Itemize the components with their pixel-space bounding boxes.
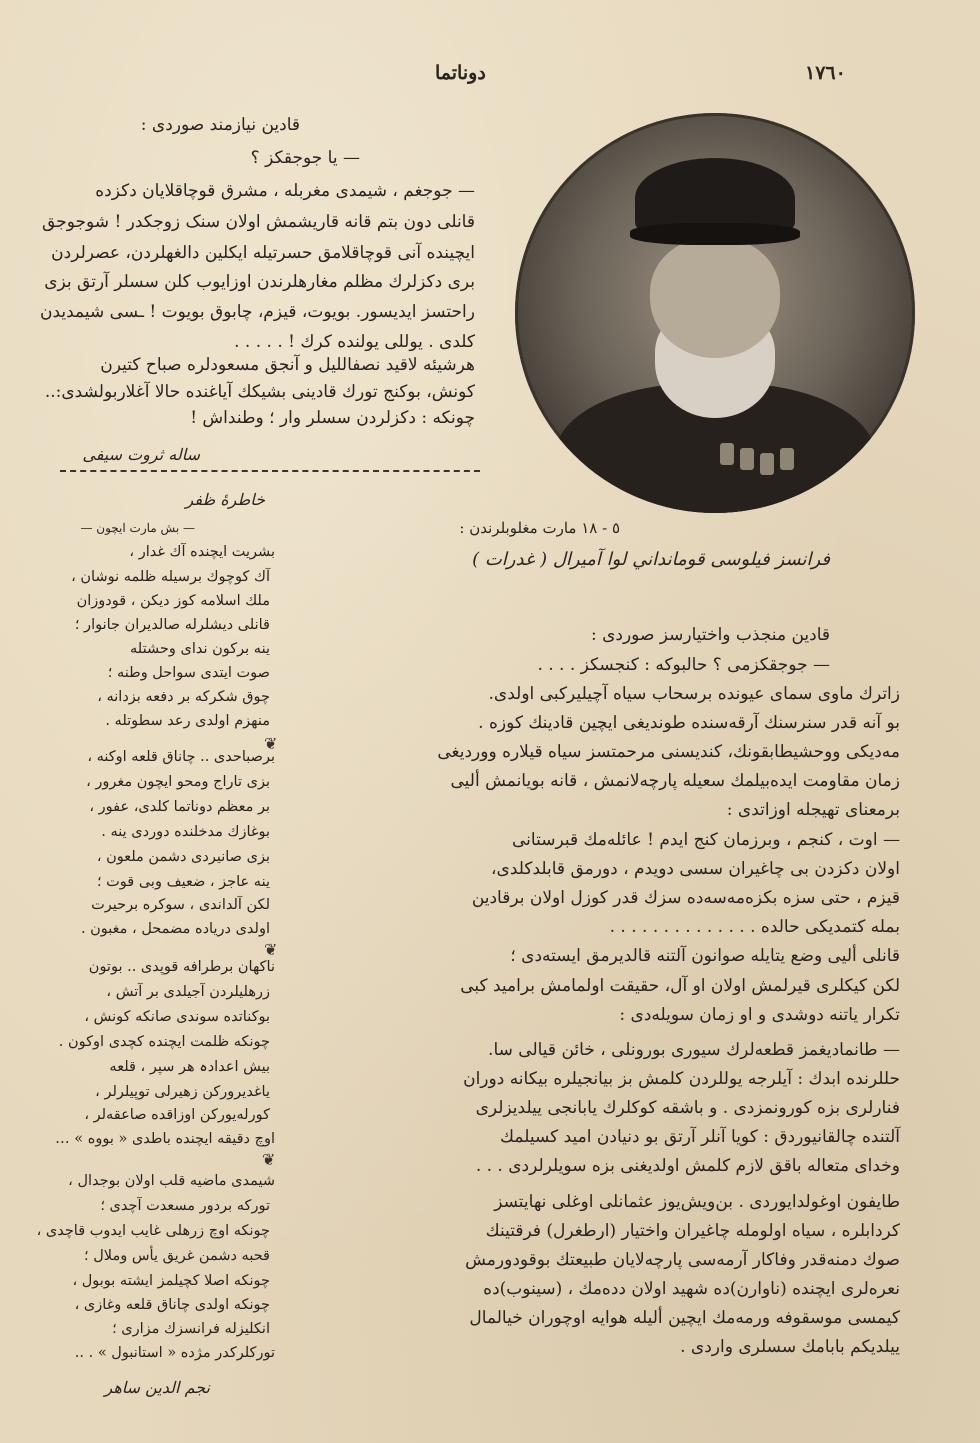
poem-line: بر معظم دوناتما کلدی، عفور ، bbox=[89, 799, 270, 815]
section-divider bbox=[60, 470, 480, 472]
poem-line: قانلی دیشلرله صالدیران جانوار ؛ bbox=[74, 617, 270, 633]
page-number: ١٧٦٠ bbox=[805, 62, 846, 84]
story2-line: قادین منجذب واختیارسز صوردی : bbox=[590, 625, 830, 645]
story2-line: آلتنده چالقانیوردق : کویا آنلر آرتق بو دنیادن امید کسیلمك bbox=[500, 1127, 900, 1147]
story2-line: قانلی ألیی وضع یتایله صوانون آلتنه قالدیرمق ایستەدی ؛ bbox=[510, 946, 900, 966]
poem-line: آك کوچوك برسیله ظلمه نوشان ، bbox=[71, 569, 270, 585]
story1-line: راحتسز ایدیسور. بویوت، قیزم، چابوق بویوت ! ـسی شیمدیدن bbox=[39, 302, 475, 322]
story1-line: کونش، بوکنج تورك قادینی بشیكك آیاغنده حالا آغلاربولشدی:.. bbox=[44, 382, 475, 402]
medal-icon bbox=[740, 448, 754, 470]
poem-line: کورلەیوركن اوزاقده صاعقەلر ، bbox=[84, 1107, 270, 1123]
story2-line: کیمسی موسقوفه ورمەمك ایچین ألیله هوایه اوچوران خیالمال bbox=[469, 1308, 900, 1328]
story2-line: طایفون اوغولدایوردی . بن‌ویش‌یوز عثمانلی اوغلی نهایتسز bbox=[494, 1192, 900, 1212]
poem-line: بوکناتده سوندی صانکه کونش ، bbox=[84, 1009, 270, 1025]
poem-line: بزی صانیردی دشمن ملعون ، bbox=[96, 849, 270, 865]
poem-line: ینه عاجز ، ضعیف وبی قوت ؛ bbox=[96, 874, 270, 890]
story2-line: — طانمادیغمز قطعەلرك سیوری بورونلی ، خائن قیالی سا. bbox=[488, 1040, 900, 1060]
story2-line: — جوجقکزمی ؟ حالبوکه : کنجسکز . . . . bbox=[537, 655, 830, 675]
magazine-name: دوناتما bbox=[435, 62, 486, 84]
poem-line: چونکه اصلا کچیلمز ایشته بوبول ، bbox=[72, 1273, 270, 1289]
poem-line: اوچ دقیقه ایچنده باطدی « بووه » … bbox=[55, 1131, 275, 1147]
poem-subtitle: — بش مارت ایچون — bbox=[80, 521, 195, 535]
poem-line: ملك اسلامه کوز دیکن ، قودوزان bbox=[76, 593, 270, 609]
poem-line: ینه برکون ندای وحشتله bbox=[130, 641, 270, 657]
medal-icon bbox=[720, 443, 734, 465]
story2-line: زمان مقاومت ایدەبیلمك سعیله پارچەلانمش ، قانه بویانمش ألیی bbox=[450, 771, 900, 791]
story2-line: بمله کتمدیکی حالده . . . . . . . . . . . . . . bbox=[609, 917, 900, 937]
story2-line: نعرەلری ایچنده (ناوارن)ده شهید اولان ددەمك ، (سینوب)ده bbox=[483, 1279, 900, 1299]
poem-line: چونکه اوچ زرهلی غایب ایدوب قاچدی ، bbox=[36, 1223, 270, 1239]
story1-line: قادين نیازمند صوردی : bbox=[140, 115, 300, 135]
photo-caption-line1: ٥ - ١٨ مارت مغلوبلرندن : bbox=[459, 519, 620, 537]
poem-line: اولدی دریاده مضمحل ، مغبون . bbox=[80, 921, 270, 937]
story2-line: حللرنده ابدك : آیلرجه یوللردن کلمش بز بیانجیلره بیکانه دوران bbox=[463, 1069, 900, 1089]
poem-line: لکن آلداندی ، سوکره برحیرت bbox=[91, 897, 270, 913]
story1-line: قانلی دون بتم قانه قاریشمش اولان سنک زوجکدر ! شوجوجق bbox=[42, 212, 475, 232]
poem-line: زرهلیلردن آجیلدی بر آتش ، bbox=[106, 984, 270, 1000]
poem-signature: نجم الدین ساهر bbox=[104, 1378, 210, 1397]
story2-line: اولان دکزدن بی چاغیران سسی دویدم ، دورمق قابلدکلدی، bbox=[491, 859, 900, 879]
story2-line: وخدای متعاله باقق لازم کلمش اولدیغنی بزه سویلرلردی . . . bbox=[475, 1156, 900, 1176]
poem-line: بزی تاراج ومحو ایچون مغرور ، bbox=[86, 774, 270, 790]
poem-line: چوق شکرکه بر دفعه بزدانه ، bbox=[97, 689, 270, 705]
story2-line: زاترك ماوی سمای عیونده برسحاب سیاه آچیلیرکبی اولدی. bbox=[488, 684, 900, 704]
story2-line: بو آنه قدر سنرسنك آرقەسنده طوندیغی ایچین قادینك کوزه . bbox=[478, 713, 900, 733]
poem-line: صوت ایتدی سواحل وطنه ؛ bbox=[107, 665, 270, 681]
story2-line: مەدیکی ووحشیطابقونك، کندیسنی مرحمتسز سیاه قیلاره ووردیغی bbox=[437, 742, 900, 762]
story1-line: بری دکزلرك مظلم مغارهلرندن اوزایوب کلن سسلر آرتق بزی bbox=[44, 272, 475, 292]
story1-line: کلدی . یوللی یولنده کرك ! . . . . . bbox=[234, 332, 475, 352]
story2-line: فنارلری بزه کورونمزدی . و باشقه کوکلرك یابانجی ییلدیزلری bbox=[475, 1098, 900, 1118]
poem-line: چونکه اولدی چاناق قلعه وغازی ، bbox=[74, 1297, 270, 1313]
poem-line: بشریت ایچنده آك غدار ، bbox=[129, 544, 275, 560]
story1-line: چونکه : دکزلردن سسلر وار ؛ وطنداش ! bbox=[190, 408, 475, 428]
story2-line: صوك دمنەقدر وفاکار آرمەسی پارچەلایان طبیعتك بوقودورمش bbox=[465, 1250, 900, 1270]
story2-line: برمعنای تهیجله اوزاتدی : bbox=[726, 800, 900, 820]
poem-line: تورکلرکدر مژده « استانبول » . .. bbox=[74, 1345, 275, 1361]
ornament-icon: ❦ bbox=[264, 940, 278, 959]
poem-line: قحبه دشمن غریق یأس وملال ؛ bbox=[84, 1248, 270, 1264]
medal-icon bbox=[780, 448, 794, 470]
portrait-photo bbox=[515, 113, 915, 513]
poem-title: خاطرهٔ ظفر bbox=[185, 490, 265, 509]
story1-signature: ساله ثروت سیفی bbox=[82, 445, 200, 464]
poem-line: ناکهان برطرافه قوپدی .. بوتون bbox=[88, 959, 275, 975]
story2-line: ییلدیکم بابامك سسلری واردی . bbox=[680, 1337, 900, 1357]
poem-line: بوغازك مدخلنده دوردی ینه . bbox=[101, 824, 270, 840]
ornament-icon: ❦ bbox=[262, 1150, 276, 1169]
photo-caption-line2: فرانسز فیلوسی قومانداني لوا آمیرال ( غدرات ) bbox=[472, 549, 830, 570]
story2-line: — اوت ، کنجم ، وبرزمان کنج ایدم ! عائلەمك قبرستانی bbox=[511, 830, 900, 850]
cap-visor bbox=[630, 223, 800, 245]
poem-line: انکلیزله فرانسزك مزاری ؛ bbox=[112, 1321, 270, 1337]
story1-line: هرشیئه لاقید نصفاللیل و آنجق مسعودلره صباح کتیرن bbox=[100, 355, 475, 375]
poem-line: چونکه ظلمت ایچنده کچدی اوکون . bbox=[58, 1034, 270, 1050]
story2-line: کردابلره ، سیاه اولومله چاغیران واختیار (ارطغرل) فرقتینك bbox=[485, 1221, 900, 1241]
story1-line: — جوجغم ، شیمدی مغربله ، مشرق قوچاقلایان دکزده bbox=[95, 181, 475, 201]
poem-line: بیش اعدادہ هر سپر ، قلعه bbox=[109, 1059, 270, 1075]
ornament-icon: ❦ bbox=[264, 734, 278, 753]
medal-icon bbox=[760, 453, 774, 475]
poem-line: منهزم اولدی رعد سطوتله . bbox=[105, 713, 270, 729]
poem-line: یاغدیروركن زهیرلی توپیلرلر ، bbox=[95, 1084, 270, 1100]
story2-line: تکرار یاتنه دوشدی و او زمان سویلەدی : bbox=[619, 1005, 900, 1025]
poem-line: برصباحدی .. چاناق قلعه اوکنه ، bbox=[87, 749, 275, 765]
face-shape bbox=[650, 238, 780, 358]
story1-line: — یا جوجقکز ؟ bbox=[250, 148, 360, 168]
story2-line: لکن کیکلری قیرلمش اولان او آل، حقیقت اولمامش برامید کبی bbox=[460, 976, 900, 996]
poem-line: تورکه بردور مسعدت آچدی ؛ bbox=[100, 1198, 270, 1214]
story1-line: ایچینده آنی قوچاقلامق حسرتیله ایکلین دالغهلردن، عصرلردن bbox=[51, 243, 475, 263]
poem-line: شیمدی ماضیه قلب اولان بوجدال ، bbox=[68, 1173, 275, 1189]
story2-line: قیزم ، حتی سزه بکزەمەسەده سزك قدر کوزل اولان برقادین bbox=[471, 888, 900, 908]
